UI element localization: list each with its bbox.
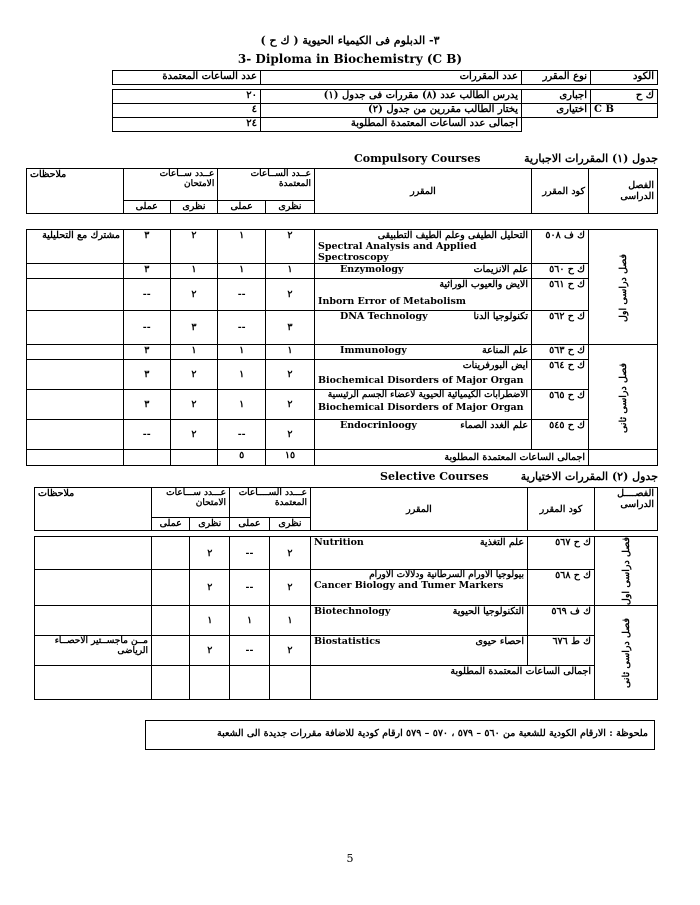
exam-practical: ٣ <box>124 390 171 420</box>
header-code: كود المقرر <box>528 488 595 531</box>
exam-practical: ٣ <box>124 264 171 279</box>
header-course: المقرر <box>315 169 532 214</box>
course-name: علم المناعة Immunology <box>315 345 532 360</box>
exam-theory: ٢ <box>170 230 218 264</box>
course-code: ك ف ٥٦٩ <box>528 606 595 636</box>
header-exam: عــدد ســاعات الامتحان <box>124 169 218 201</box>
credit-theory: ٢ <box>265 279 314 311</box>
selective-table <box>34 487 658 700</box>
header-count: عدد المقررات <box>261 71 522 85</box>
course-code: ك ح ٥٦٤ <box>532 360 589 390</box>
credit-theory: ٢ <box>265 360 314 390</box>
header-exam-practical: عملى <box>152 518 190 531</box>
header-credit-practical: عملى <box>230 518 270 531</box>
compulsory-table <box>26 168 658 466</box>
credit-practical: -- <box>218 420 266 450</box>
exam-theory: ٢ <box>190 636 230 666</box>
exam-theory: ٢ <box>170 279 218 311</box>
course-note <box>35 570 152 606</box>
credit-practical: ١ <box>218 360 266 390</box>
header-credit-theory: نظرى <box>269 518 310 531</box>
course-name: بيولوجيا الاورام السرطانية ودلالات الاورام Cancer Biology and Tumer Markers <box>311 570 528 606</box>
credit-theory: ٣ <box>265 311 314 345</box>
exam-practical <box>152 606 190 636</box>
exam-theory: ٢ <box>170 360 218 390</box>
credit-practical: ١ <box>218 264 266 279</box>
exam-practical: -- <box>124 311 171 345</box>
exam-theory: ٢ <box>170 390 218 420</box>
credit-theory: ٢ <box>269 537 310 570</box>
credit-practical: ١ <box>218 345 266 360</box>
course-code: ك ح ٥٦٨ <box>528 570 595 606</box>
summary-hours: ٤ <box>113 104 261 118</box>
credit-theory: ٢ <box>265 230 314 264</box>
compulsory-title-ar: جدول (١) المقررات الاجبارية <box>524 152 658 165</box>
course-name: التحليل الطيفى وعلم الطيف التطبيقى Spectral Analysis and Applied Spectroscopy <box>315 230 532 264</box>
course-note <box>35 606 152 636</box>
course-code: ك ح ٥٦٥ <box>532 390 589 420</box>
credit-theory: ٢ <box>269 636 310 666</box>
credit-theory: ١ <box>269 606 310 636</box>
header-exam: عـــدد ســـاعات الامتحان <box>152 488 230 518</box>
credit-practical: ١ <box>230 606 270 636</box>
exam-practical <box>152 570 190 606</box>
course-name: ايض البورفرينات Biochemical Disorders of Major Organ <box>315 360 532 390</box>
exam-practical: ٣ <box>124 230 171 264</box>
credit-practical: -- <box>218 279 266 311</box>
semester-1: فصل دراسى اول <box>595 537 658 606</box>
header-notes: ملاحظات <box>27 169 124 214</box>
header-exam-theory: نظرى <box>190 518 230 531</box>
course-note: مــن ماجســتير الاحصــاء الرياضى <box>35 636 152 666</box>
summary-type: اجبارى <box>522 90 591 104</box>
compulsory-total-label: اجمالى الساعات المعتمدة المطلوبة <box>315 450 589 466</box>
selective-total-label: اجمالى الساعات المعتمدة المطلوبة <box>311 666 595 700</box>
course-note <box>27 279 124 311</box>
header-credit: عـــدد الســــاعات المعتمدة <box>230 488 311 518</box>
footnote: ملحوظة : الارقام الكودية للشعبة من ٥٦٠ – ٥٧٩ ، ٥٧٠ – ٥٧٩ ارقام كودية للاضافة مقررات جديدة الى الشعبة <box>145 720 655 750</box>
course-note <box>27 264 124 279</box>
header-exam-theory: نظرى <box>170 201 218 214</box>
credit-practical: -- <box>230 570 270 606</box>
exam-practical <box>152 636 190 666</box>
course-code: ك ح ٥٦٣ <box>532 345 589 360</box>
course-note <box>27 390 124 420</box>
course-name: علم الانزيمات Enzymology <box>315 264 532 279</box>
exam-theory: ١ <box>190 606 230 636</box>
exam-practical: -- <box>124 279 171 311</box>
course-note <box>35 537 152 570</box>
course-code: ك ط ٦٧٦ <box>528 636 595 666</box>
header-hours: عدد الساعات المعتمدة <box>113 71 261 85</box>
title-arabic: ٣- الدبلوم فى الكيمياء الحيوية ( ك ح ) <box>260 34 440 47</box>
header-exam-practical: عملى <box>124 201 171 214</box>
exam-theory: ٢ <box>190 537 230 570</box>
semester-2: فصل دراسى ثانى <box>589 345 658 450</box>
exam-theory: ١ <box>170 345 218 360</box>
summary-table <box>112 70 658 132</box>
course-code: ك ح ٥٦٠ <box>532 264 589 279</box>
course-code: ك ف ٥٠٨ <box>532 230 589 264</box>
credit-practical: ١ <box>218 230 266 264</box>
credit-practical: -- <box>230 537 270 570</box>
course-name: الاضطرابات الكيميائية الحيوية لاعضاء الجسم الرئيسية Biochemical Disorders of Major Organ <box>315 390 532 420</box>
header-credit-practical: عملى <box>218 201 266 214</box>
summary-code: C B <box>591 104 658 118</box>
course-name: التكنولوجيا الحيوية Biotechnology <box>311 606 528 636</box>
selective-title-ar: جدول (٢) المقررات الاختيارية <box>520 470 658 483</box>
exam-theory: ١ <box>170 264 218 279</box>
exam-theory: ٢ <box>170 420 218 450</box>
summary-total-hours: ٢٤ <box>113 118 261 132</box>
header-credit: عــدد الســاعات المعتمدة <box>218 169 315 201</box>
exam-practical: ٣ <box>124 360 171 390</box>
credit-theory: ٢ <box>269 570 310 606</box>
course-name: احصاء حيوى Biostatistics <box>311 636 528 666</box>
credit-theory: ٢ <box>265 420 314 450</box>
summary-type: اختيارى <box>522 104 591 118</box>
credit-practical: ١ <box>218 390 266 420</box>
course-note <box>27 360 124 390</box>
exam-theory: ٣ <box>170 311 218 345</box>
exam-practical <box>152 537 190 570</box>
exam-practical: -- <box>124 420 171 450</box>
page-number: 5 <box>346 852 354 865</box>
credit-practical: -- <box>218 311 266 345</box>
compulsory-title-en: Compulsory Courses <box>354 152 481 165</box>
credit-practical: -- <box>230 636 270 666</box>
semester-2: فصل دراسى ثانى <box>595 606 658 700</box>
summary-desc: يختار الطالب مقررين من جدول (٢) <box>261 104 522 118</box>
header-credit-theory: نظرى <box>265 201 314 214</box>
course-code: ك ح ٥٦٧ <box>528 537 595 570</box>
semester-1: فصل دراسى اول <box>589 230 658 345</box>
exam-practical: ٣ <box>124 345 171 360</box>
header-code: كود المقرر <box>532 169 589 214</box>
header-notes: ملاحظات <box>35 488 152 531</box>
credit-theory: ١ <box>265 264 314 279</box>
compulsory-total-theory: ١٥ <box>265 450 314 466</box>
summary-desc: يدرس الطالب عدد (٨) مقررات فى جدول (١) <box>261 90 522 104</box>
course-name: علم التغذية Nutrition <box>311 537 528 570</box>
summary-total-label: اجمالى عدد الساعات المعتمدة المطلوبة <box>261 118 522 132</box>
course-code: ك ح ٥٦١ <box>532 279 589 311</box>
header-semester: الفصــــل الدراسى <box>595 488 658 531</box>
selective-title-en: Selective Courses <box>380 470 489 483</box>
course-code: ك ح ٥٤٥ <box>532 420 589 450</box>
course-name: تكنولوجيا الدنا DNA Technology <box>315 311 532 345</box>
header-course: المقرر <box>311 488 528 531</box>
course-name: علم الغدد الصماء Endocrinloogy <box>315 420 532 450</box>
title-english: 3- Diploma in Biochemistry (C B) <box>237 52 463 66</box>
course-note: مشترك مع التحليلية <box>27 230 124 264</box>
summary-code: ك ح <box>591 90 658 104</box>
course-name: الايض والعيوب الوراثية Inborn Error of Metabolism <box>315 279 532 311</box>
course-code: ك ح ٥٦٢ <box>532 311 589 345</box>
summary-hours: ٢٠ <box>113 90 261 104</box>
header-code: الكود <box>591 71 658 85</box>
compulsory-total-practical: ٥ <box>218 450 266 466</box>
course-note <box>27 345 124 360</box>
course-note <box>27 311 124 345</box>
credit-theory: ٢ <box>265 390 314 420</box>
header-type: نوع المقرر <box>522 71 591 85</box>
course-note <box>27 420 124 450</box>
exam-theory: ٢ <box>190 570 230 606</box>
credit-theory: ١ <box>265 345 314 360</box>
header-semester: الفصل الدراسى <box>589 169 658 214</box>
